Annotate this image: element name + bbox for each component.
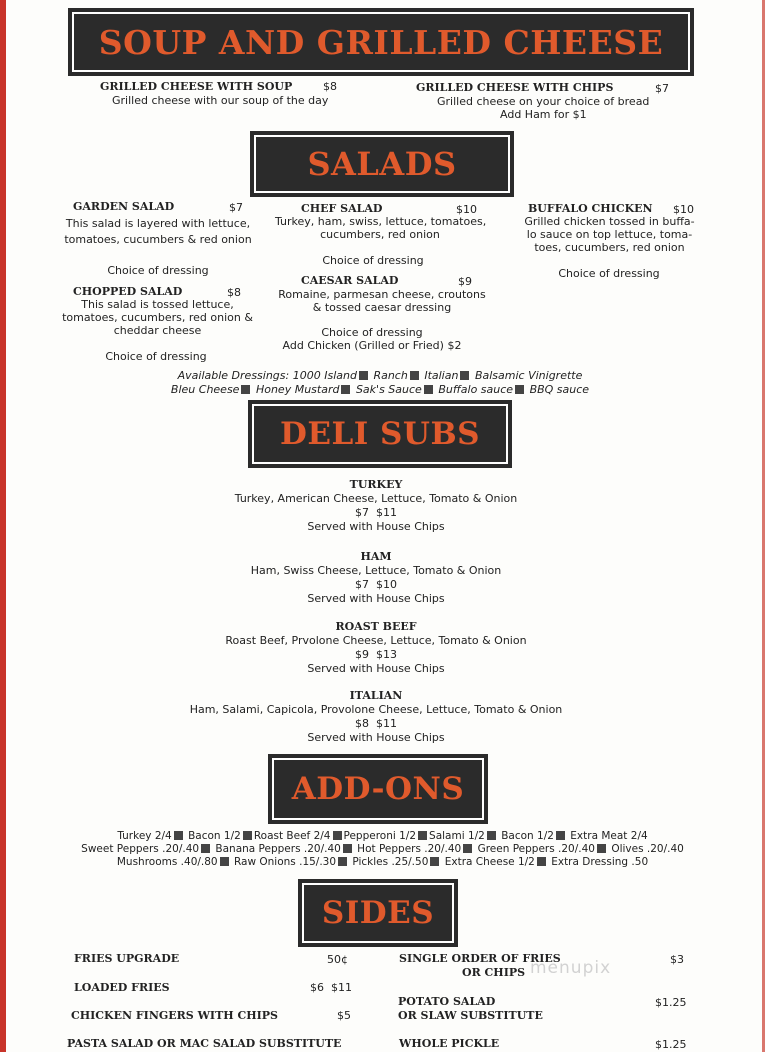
side-name: OR CHIPS: [462, 966, 526, 979]
sub-prices: $9 $13: [355, 648, 397, 661]
dressing-item: Buffalo sauce: [438, 383, 514, 396]
soup-item-desc: Grilled cheese with our soup of the day: [112, 94, 329, 107]
soup-title: SOUP AND GRILLED CHEESE: [98, 22, 664, 62]
side-price: 50¢: [327, 953, 348, 966]
sub-name: ROAST BEEF: [335, 620, 417, 633]
addons-row-3: [40, 856, 725, 869]
sub-note: Served with House Chips: [307, 731, 445, 744]
separator-square: [537, 857, 546, 866]
side-name: WHOLE PICKLE: [399, 1037, 500, 1050]
dressing-item: 1000 Island: [292, 369, 357, 382]
side-price: $6 $11: [310, 981, 352, 994]
addons-row-1: [40, 830, 725, 843]
sub-prices: $7 $10: [355, 578, 397, 591]
sub-item: [150, 689, 602, 744]
salad-desc: [50, 298, 265, 337]
addon-item: Salami 1/2: [429, 830, 485, 842]
side-name: FRIES UPGRADE: [74, 952, 180, 965]
separator-square: [597, 844, 606, 853]
separator-square: [241, 385, 250, 394]
dressing-item: Bleu Cheese: [170, 383, 240, 396]
side-price: $1.25: [655, 996, 687, 1009]
side-name: POTATO SALAD: [398, 995, 496, 1008]
addon-item: Extra Cheese 1/2: [444, 856, 535, 868]
salad-desc-line: Turkey, ham, swiss, lettuce, tomatoes,: [275, 215, 487, 228]
addons-banner: [268, 754, 488, 824]
soup-item-extra: Add Ham for $1: [500, 108, 587, 121]
separator-square: [333, 831, 342, 840]
salads-banner: [250, 131, 514, 197]
salad-desc-line: cucumbers, red onion: [320, 228, 440, 241]
dressing-item: Balsamic Vinigrette: [474, 369, 583, 382]
salads-title: SALADS: [307, 145, 457, 183]
addon-item: Green Peppers .20/.40: [477, 843, 595, 855]
addon-item: Bacon 1/2: [501, 830, 554, 842]
dressing-item: Sak's Sauce: [355, 383, 422, 396]
addon-item: Mushrooms .40/.80: [116, 856, 218, 868]
watermark: menupix: [530, 958, 612, 978]
sub-note: Served with House Chips: [307, 662, 445, 675]
sub-name: HAM: [360, 550, 392, 563]
separator-square: [515, 385, 524, 394]
sub-desc: Ham, Swiss Cheese, Lettuce, Tomato & Onion: [250, 564, 502, 577]
addon-item: Pepperoni 1/2: [343, 830, 417, 842]
dressing-item: Italian: [424, 369, 459, 382]
separator-square: [487, 831, 496, 840]
separator-square: [341, 385, 350, 394]
addons-row-2: [40, 843, 725, 856]
separator-square: [430, 857, 439, 866]
salad-desc: [58, 217, 258, 246]
side-price: $5: [337, 1009, 351, 1022]
salad-price: $10: [673, 203, 694, 216]
soup-item-price: $8: [323, 80, 337, 93]
sub-item: [150, 550, 602, 605]
salad-desc-line: This salad is tossed lettuce,: [81, 298, 234, 311]
salad-desc: [275, 215, 485, 241]
salad-dressing: Choice of dressing: [107, 264, 209, 277]
separator-square: [418, 831, 427, 840]
sub-desc: Ham, Salami, Capicola, Provolone Cheese, Lettuce, Tomato & Onion: [189, 703, 563, 716]
salad-dressing: Choice of dressing: [558, 267, 660, 280]
soup-banner: [68, 8, 694, 76]
side-name: OR SLAW SUBSTITUTE: [398, 1009, 543, 1022]
dressings-line-1: [100, 369, 660, 382]
separator-square: [410, 371, 419, 380]
salad-dressing: Choice of dressing: [322, 254, 424, 267]
sub-item: [150, 478, 602, 533]
separator-square: [556, 831, 565, 840]
soup-item-name: GRILLED CHEESE WITH CHIPS: [416, 81, 614, 94]
sub-name: ITALIAN: [349, 689, 403, 702]
salad-name: CHEF SALAD: [301, 202, 383, 215]
salad-desc-line: & tossed caesar dressing: [312, 301, 452, 314]
separator-square: [220, 857, 229, 866]
separator-square: [201, 844, 210, 853]
separator-square: [174, 831, 183, 840]
addon-item: Hot Peppers .20/.40: [357, 843, 462, 855]
salad-price: $7: [229, 201, 243, 214]
salad-desc-line: tomatoes, cucumbers & red onion: [64, 233, 252, 246]
dressing-item: BBQ sauce: [529, 383, 590, 396]
dressings-line-2: [100, 383, 660, 396]
addon-item: Sweet Peppers .20/.40: [81, 843, 200, 855]
salad-dressing: Choice of dressing: [321, 326, 423, 339]
subs-title: DELI SUBS: [279, 416, 481, 452]
salad-name: BUFFALO CHICKEN: [528, 202, 653, 215]
addon-item: Extra Dressing .50: [551, 856, 649, 868]
salad-name: GARDEN SALAD: [73, 200, 175, 213]
addon-item: Raw Onions .15/.30: [233, 856, 337, 868]
subs-banner: [248, 400, 512, 468]
salad-name: CHOPPED SALAD: [73, 285, 183, 298]
side-name: CHICKEN FINGERS WITH CHIPS: [71, 1009, 278, 1022]
sub-item: [150, 620, 602, 675]
addon-item: Extra Meat 2/4: [570, 830, 648, 842]
sub-prices: $8 $11: [355, 717, 397, 730]
separator-square: [243, 831, 252, 840]
side-price: $3: [670, 953, 684, 966]
salad-price: $8: [227, 286, 241, 299]
sub-desc: Roast Beef, Prvolone Cheese, Lettuce, Tomato & Onion: [225, 634, 527, 647]
salad-desc-line: toes, cucumbers, red onion: [534, 241, 685, 254]
salad-desc-line: lo sauce on top lettuce, toma-: [526, 228, 693, 241]
addon-item: Olives .20/.40: [611, 843, 684, 855]
salad-desc-line: Grilled chicken tossed in buffa-: [524, 215, 695, 228]
salad-price: $10: [456, 203, 477, 216]
sub-prices: $7 $11: [355, 506, 397, 519]
salad-price: $9: [458, 275, 472, 288]
side-name: LOADED FRIES: [74, 981, 170, 994]
page-left-edge: [0, 0, 6, 1052]
addon-item: Banana Peppers .20/.40: [215, 843, 341, 855]
separator-square: [359, 371, 368, 380]
sides-title: SIDES: [321, 895, 435, 931]
soup-item-name: GRILLED CHEESE WITH SOUP: [100, 80, 293, 93]
addon-item: Pickles .25/.50: [352, 856, 429, 868]
separator-square: [424, 385, 433, 394]
sides-banner: [298, 879, 458, 947]
addon-item: Bacon 1/2: [188, 830, 241, 842]
sub-note: Served with House Chips: [307, 592, 445, 605]
dressing-item: Honey Mustard: [255, 383, 340, 396]
sub-note: Served with House Chips: [307, 520, 445, 533]
salad-name: CAESAR SALAD: [301, 274, 399, 287]
salad-desc: [277, 288, 487, 314]
salad-addon: Add Chicken (Grilled or Fried) $2: [282, 339, 462, 352]
addon-item: Roast Beef 2/4: [253, 830, 331, 842]
soup-item-desc: Grilled cheese on your choice of bread: [437, 95, 650, 108]
side-name: SINGLE ORDER OF FRIES: [399, 952, 561, 965]
separator-square: [343, 844, 352, 853]
salad-dressing: Choice of dressing: [105, 350, 207, 363]
sub-desc: Turkey, American Cheese, Lettuce, Tomato & Onion: [234, 492, 518, 505]
soup-item-price: $7: [655, 82, 669, 95]
separator-square: [460, 371, 469, 380]
sub-name: TURKEY: [349, 478, 403, 491]
salad-desc: [518, 215, 701, 254]
separator-square: [338, 857, 347, 866]
addon-item: Turkey 2/4: [117, 830, 172, 842]
side-price: $1.25: [655, 1038, 687, 1051]
dressing-item: Ranch: [373, 369, 408, 382]
salad-desc-line: This salad is layered with lettuce,: [65, 217, 251, 230]
salad-desc-line: cheddar cheese: [113, 324, 202, 337]
salad-desc-line: Romaine, parmesan cheese, croutons: [278, 288, 486, 301]
addons-title: ADD-ONS: [291, 771, 465, 807]
dressings-label: Available Dressings:: [177, 369, 290, 382]
side-name: PASTA SALAD OR MAC SALAD SUBSTITUTE: [67, 1037, 342, 1050]
separator-square: [463, 844, 472, 853]
salad-desc-line: tomatoes, cucumbers, red onion &: [62, 311, 253, 324]
